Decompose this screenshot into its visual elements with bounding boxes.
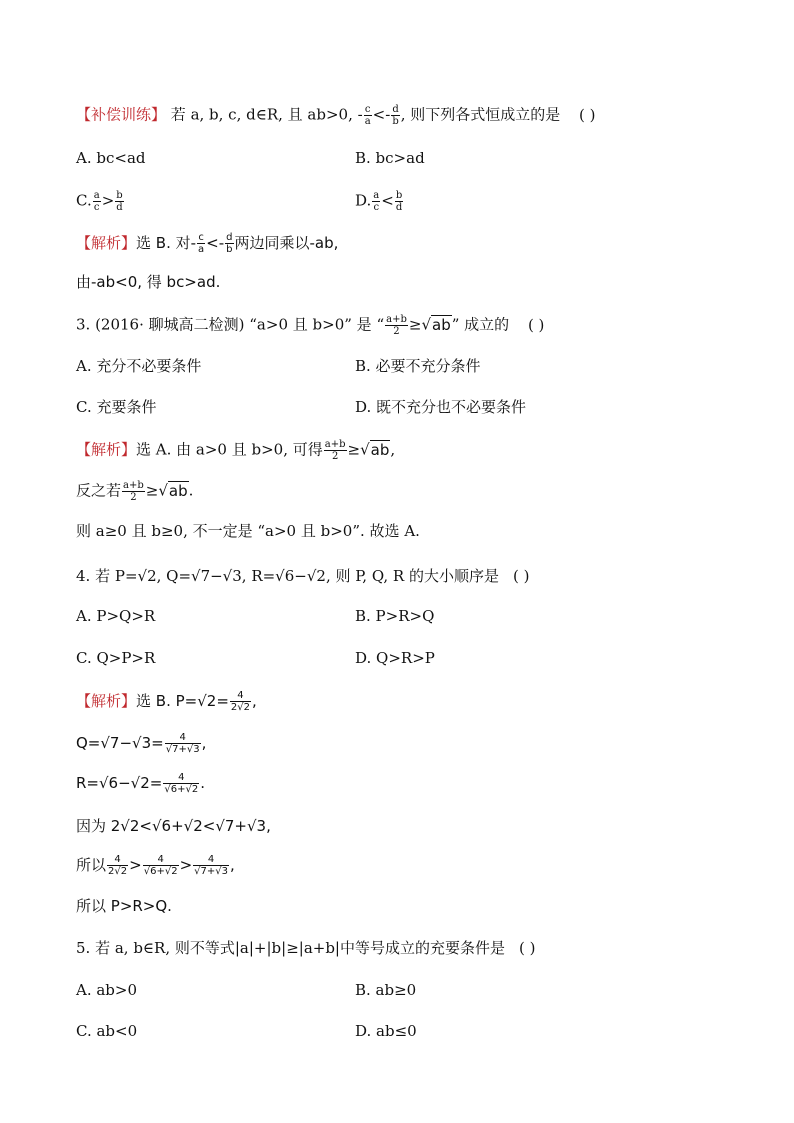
tag-solution: 【解析】	[76, 692, 137, 710]
option-c: C. ab<0	[76, 1022, 138, 1040]
answer-paren: ( )	[527, 315, 545, 334]
tag-solution: 【解析】	[76, 234, 137, 252]
option-b: B. P>R>Q	[355, 607, 435, 625]
option-d: D. Q>R>P	[355, 649, 435, 667]
tag-solution: 【解析】	[76, 440, 137, 459]
solution-line: 由-ab<0, 得 bc>ad.	[76, 273, 221, 291]
option-b: B. bc>ad	[355, 149, 425, 167]
fraction: $\frac{d}{b}$	[392, 104, 399, 127]
option-d: D. ab≤0	[355, 1022, 417, 1040]
option-d: D. 既不充分也不必要条件	[355, 398, 527, 416]
option-d: D. $\frac{a}{c}$ < $\frac{b}{d}$	[355, 190, 403, 213]
solution-line: 所以 $\frac{4}{2√2}$ > $\frac{4}{√6+√2}$ > $\frac{4}{√7+√3}$ ,	[76, 854, 235, 877]
question-5-stem: 5. 若 a, b∈R, 则不等式|a|+|b|≥|a+b|中等号成立的充要条件是 ( )	[76, 939, 536, 957]
answer-paren: ( )	[518, 939, 536, 957]
option-c: C. 充要条件	[76, 398, 157, 416]
option-c: C. Q>P>R	[76, 649, 156, 667]
option-a: A. 充分不必要条件	[76, 357, 202, 375]
question-3-stem: 3. (2016· 聊城高二检测) “a>0 且 b>0” 是 “ $\frac{a+b}{2}$ ≥√ab” 成立的 ( )	[76, 314, 545, 337]
option-a: A. bc<ad	[76, 149, 146, 167]
solution-line: R=√6−√2= $\frac{4}{√6+√2}$ .	[76, 772, 205, 795]
question-4-stem: 4. 若 P=√2, Q=√7−√3, R=√6−√2, 则 P, Q, R 的大小顺序是 ( )	[76, 567, 530, 585]
solution-line: 则 a≥0 且 b≥0, 不一定是 “a>0 且 b>0”. 故选 A.	[76, 522, 420, 540]
solution-line: 所以 P>R>Q.	[76, 897, 172, 915]
answer-paren: ( )	[579, 105, 596, 124]
question-prev-stem: 【补偿训练】 若 a, b, c, d∈R, 且 ab>0, - $\frac{c}{a}$ <- $\frac{d}{b}$ , 则下列各式恒成立的是 ( )	[76, 104, 596, 127]
answer-paren: ( )	[513, 567, 530, 585]
option-b: B. ab≥0	[355, 981, 417, 999]
option-a: A. ab>0	[76, 981, 138, 999]
solution-line: 反之若 $\frac{a+b}{2}$ ≥√ab.	[76, 480, 194, 503]
solution-line: Q=√7−√3= $\frac{4}{√7+√3}$ ,	[76, 732, 207, 755]
tag-practice: 【补偿训练】	[76, 105, 167, 124]
option-b: B. 必要不充分条件	[355, 357, 481, 375]
option-c: C. $\frac{a}{c}$ > $\frac{b}{d}$	[76, 190, 123, 213]
solution-line: 因为 2√2<√6+√2<√7+√3,	[76, 817, 271, 835]
option-a: A. P>Q>R	[76, 607, 156, 625]
fraction: $\frac{c}{a}$	[364, 104, 371, 127]
solution-line: 【解析】选 B. 对- $\frac{c}{a}$ <- $\frac{d}{b}$ 两边同乘以-ab,	[76, 232, 339, 255]
solution-line: 【解析】选 B. P=√2= $\frac{4}{2√2}$ ,	[76, 690, 257, 713]
solution-line: 【解析】选 A. 由 a>0 且 b>0, 可得 $\frac{a+b}{2}$ ≥√ab,	[76, 439, 396, 462]
